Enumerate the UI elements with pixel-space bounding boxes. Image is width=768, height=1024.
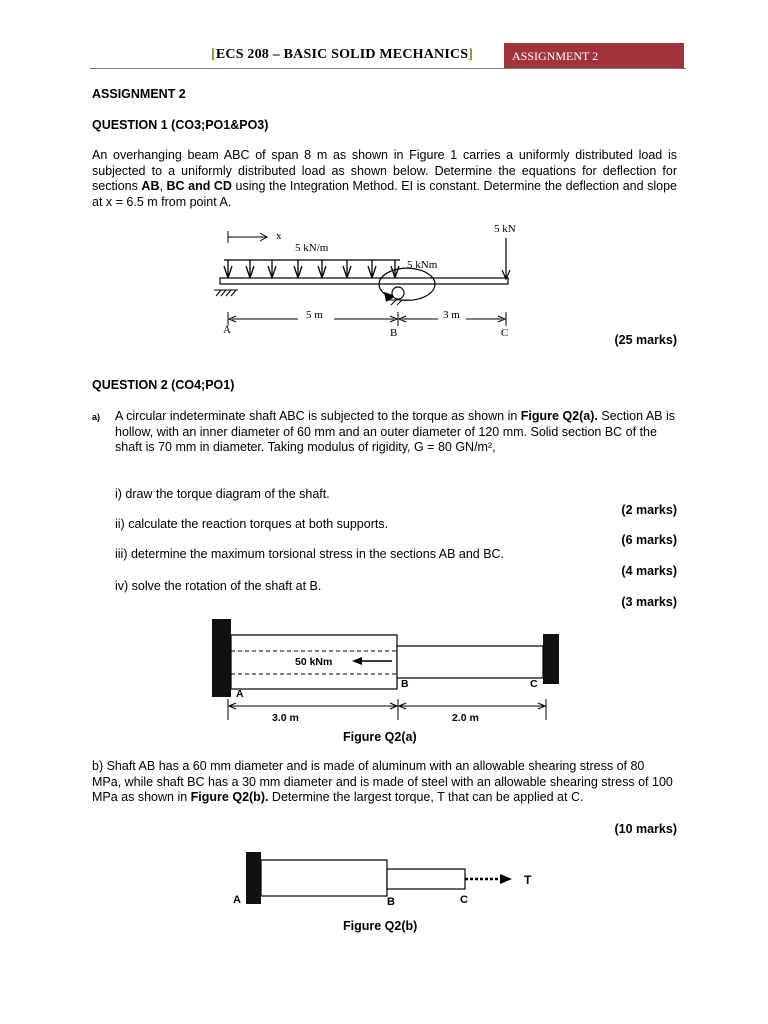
q1-marks: (25 marks) bbox=[614, 333, 677, 347]
q1-text-b: using the Integration Method. EI is constant. Determine the deflection and slope at x = 6.5 m from point A. bbox=[92, 179, 677, 209]
q2-part-b-text-2: Determine the largest torque, T that can be applied at C. bbox=[268, 790, 584, 804]
q2-part-a-text-2: Section AB is hollow, with an inner diameter of 60 mm and an outer diameter of 120 mm. Solid section BC of the shaft is 70 mm in diameter. Taking modulus of rigidity, G = 80 GN/m², bbox=[115, 409, 676, 454]
dim-ab-label: 5 m bbox=[306, 309, 323, 321]
document-title: ASSIGNMENT 2 bbox=[92, 87, 186, 101]
x-axis-label: x bbox=[276, 230, 282, 242]
wall-b bbox=[246, 852, 261, 904]
point-c-label: C bbox=[501, 327, 509, 339]
fig-a-dim-bc: 2.0 m bbox=[452, 712, 479, 724]
fig-b-point-b: B bbox=[387, 896, 395, 908]
q1-sections-bc-cd: BC and CD bbox=[166, 179, 232, 193]
fig-b-point-c: C bbox=[460, 894, 468, 906]
q2-item-iv-marks: (3 marks) bbox=[621, 595, 677, 609]
bracket-close: ] bbox=[468, 47, 474, 62]
dim-bc-label: 3 m bbox=[443, 309, 460, 321]
udl-label: 5 kN/m bbox=[295, 242, 329, 254]
fig-a-caption: Figure Q2(a) bbox=[343, 730, 417, 744]
q2-part-b-fig-ref: Figure Q2(b). bbox=[190, 790, 269, 804]
q2-item-i: i) draw the torque diagram of the shaft. bbox=[115, 487, 330, 501]
bracket-open: [ bbox=[211, 47, 216, 62]
q2-item-iv: iv) solve the rotation of the shaft at B. bbox=[115, 579, 322, 593]
course-title-text: ECS 208 – BASIC SOLID MECHANICS bbox=[215, 47, 469, 62]
torque-label-b: T bbox=[524, 873, 532, 887]
moment-label: 5 kNm bbox=[407, 259, 438, 271]
point-b-label: B bbox=[390, 327, 398, 339]
fig-a-point-b: B bbox=[401, 678, 409, 690]
q2-item-ii-marks: (6 marks) bbox=[621, 533, 677, 547]
shaft-bc-b bbox=[387, 869, 465, 889]
point-load-label: 5 kN bbox=[494, 223, 516, 235]
header-assignment-tag: ASSIGNMENT 2 bbox=[504, 43, 684, 69]
fig-b-caption: Figure Q2(b) bbox=[343, 919, 418, 933]
q1-heading: QUESTION 1 (CO3;PO1&PO3) bbox=[92, 118, 269, 132]
shaft-ab-b bbox=[261, 860, 387, 896]
q2-part-b-marks: (10 marks) bbox=[614, 822, 677, 836]
q2-part-b-text-1: b) Shaft AB has a 60 mm diameter and is made of aluminum with an allowable shearing stress of 80 MPa, while shaft BC has a 30 mm diameter and is made of steel with an allowable shearing stress of 100 MPa as shown in bbox=[92, 759, 673, 804]
fig-a-dim-ab: 3.0 m bbox=[272, 712, 299, 724]
q1-section-ab: AB bbox=[141, 179, 160, 193]
torque-arrow-b bbox=[500, 874, 512, 884]
q2-item-iii: iii) determine the maximum torsional stress in the sections AB and BC. bbox=[115, 547, 505, 561]
fig-b-point-a: A bbox=[233, 894, 241, 906]
q2-heading: QUESTION 2 (CO4;PO1) bbox=[92, 378, 235, 392]
q2-item-i-marks: (2 marks) bbox=[621, 503, 677, 517]
fig-a-point-a: A bbox=[236, 688, 244, 700]
q2-item-ii: ii) calculate the reaction torques at both supports. bbox=[115, 517, 389, 531]
q2-part-a-label: a) bbox=[92, 412, 101, 422]
q2-part-a-fig-ref: Figure Q2(a). bbox=[520, 409, 598, 423]
fig-a-point-c: C bbox=[530, 678, 538, 690]
q2-item-iii-marks: (4 marks) bbox=[621, 564, 677, 578]
q1-text-a: An overhanging beam ABC of span 8 m as shown in Figure 1 carries a uniformly distributed load is subjected to a uniformly distributed load as shown below. Determine the equations for deflection for sections bbox=[92, 148, 677, 193]
q2-part-a-text-1: A circular indeterminate shaft ABC is subjected to the torque as shown in bbox=[115, 409, 521, 423]
point-a-label: A bbox=[223, 324, 231, 336]
q1-comma: , bbox=[159, 179, 167, 193]
torque-label-a: 50 kNm bbox=[295, 656, 333, 668]
